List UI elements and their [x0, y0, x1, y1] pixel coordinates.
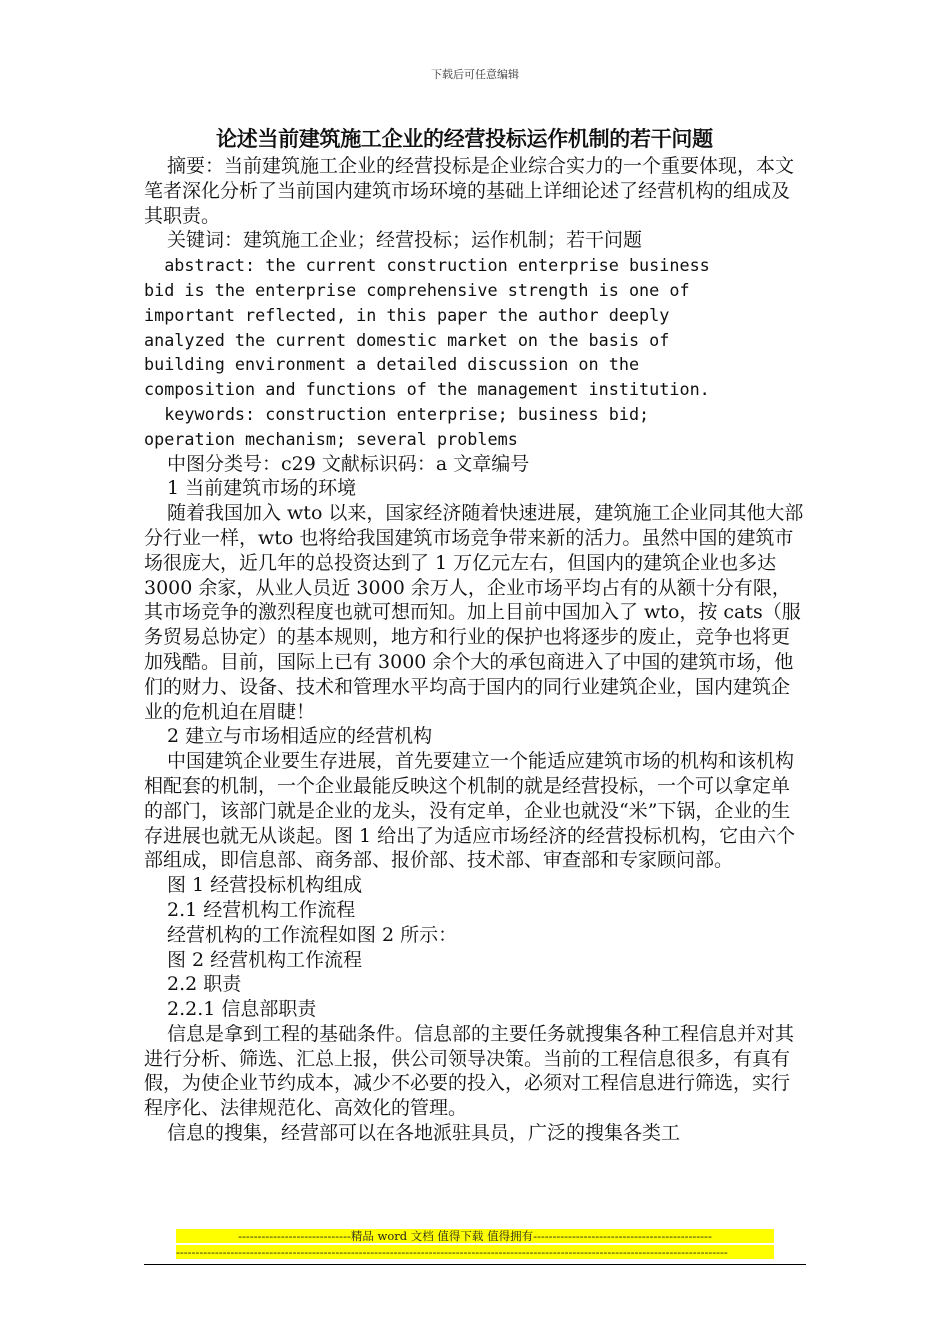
- keywords-en: keywords: construction enterprise; business bid; operation mechanism; several problems: [144, 403, 650, 449]
- section-2-2-heading: 2.2 职责: [167, 973, 242, 996]
- footer-rule: [144, 1264, 806, 1265]
- section-2-2-1-body-1: 信息是拿到工程的基础条件。信息部的主要任务就搜集各种工程信息并对其进行分析、筛选、汇总上报，供公司领导决策。当前的工程信息很多，有真有假，为使企业节约成本，减少不必要的投入，必须对工程信息进行筛选，实行程序化、法律规范化、高效化的管理。: [144, 1022, 795, 1120]
- figure-2-caption: 图 2 经营机构工作流程: [167, 948, 363, 971]
- footer-dashes: ----------------------------------------------------------------------------------------------------------------------------------------------: [176, 1245, 774, 1259]
- classification-line: 中图分类号：c29 文献标识码：a 文章编号: [167, 452, 530, 475]
- section-2-2-1-heading: 2.2.1 信息部职责: [167, 998, 317, 1021]
- section-1-heading: 1 当前建筑市场的环境: [167, 477, 357, 500]
- footer-banner: -----------------------------精品 word 文档 值得下载 值得拥有----------------------------------------------: [176, 1229, 774, 1243]
- abstract-cn: 摘要：当前建筑施工企业的经营投标是企业综合实力的一个重要体现，本文笔者深化分析了当前国内建筑市场环境的基础上详细论述了经营机构的组成及其职责。: [144, 155, 795, 227]
- section-2-2-1-body-2: 信息的搜集，经营部可以在各地派驻具员，广泛的搜集各类工: [167, 1122, 681, 1145]
- section-2-1-body: 经营机构的工作流程如图 2 所示：: [167, 923, 458, 946]
- abstract-en: abstract: the current construction enterprise business bid is the enterprise comprehensive strength is one of important reflected, in this paper the author deeply analyzed the current domestic market on the basis of building environment a detailed discussion on the composition and functions of the management institution.: [144, 255, 710, 400]
- section-2-body: 中国建筑企业要生存进展，首先要建立一个能适应建筑市场的机构和该机构相配套的机制，一个企业最能反映这个机制的就是经营投标，一个可以拿定单的部门，该部门就是企业的龙头，没有定单，企业也就没“米”下锅，企业的生存进展也就无从谈起。图 1 给出了为适应市场经济的经营投标机构，它由六个部组成，即信息部、商务部、报价部、技术部、审查部和专家顾问部。: [144, 750, 796, 872]
- keywords-cn: 关键词：建筑施工企业；经营投标；运作机制；若干问题: [167, 229, 643, 252]
- figure-1-caption: 图 1 经营投标机构组成: [167, 874, 363, 897]
- document-title: 论述当前建筑施工企业的经营投标运作机制的若干问题: [216, 126, 713, 151]
- document-body: [144, 124, 804, 1146]
- section-2-1-heading: 2.1 经营机构工作流程: [167, 898, 356, 921]
- section-2-heading: 2 建立与市场相适应的经营机构: [167, 725, 433, 748]
- header-note: 下载后可任意编辑: [431, 68, 519, 81]
- section-1-body: 随着我国加入 wto 以来，国家经济随着快速进展，建筑施工企业同其他大部分行业一样，wto 也将给我国建筑市场竞争带来新的活力。虽然中国的建筑市场很庞大，近几年的总投资达到了 1 万亿元左右，但国内的建筑企业也多达 3000 余家，从业人员近 3000 余万人，企业市场平均占有的从额十分有限，其市场竞争的激烈程度也就可想而知。加上目前中国加入了 wto，按 cats（服务贸易总协定）的基本规则，地方和行业的保护也将逐步的废止，竞争也将更加残酷。目前，国际上已有 3000 余个大的承包商进入了中国的建筑市场，他们的财力、设备、技术和管理水平均高于国内的同行业建筑企业，国内建筑企业的危机迫在眉睫！: [144, 502, 804, 723]
